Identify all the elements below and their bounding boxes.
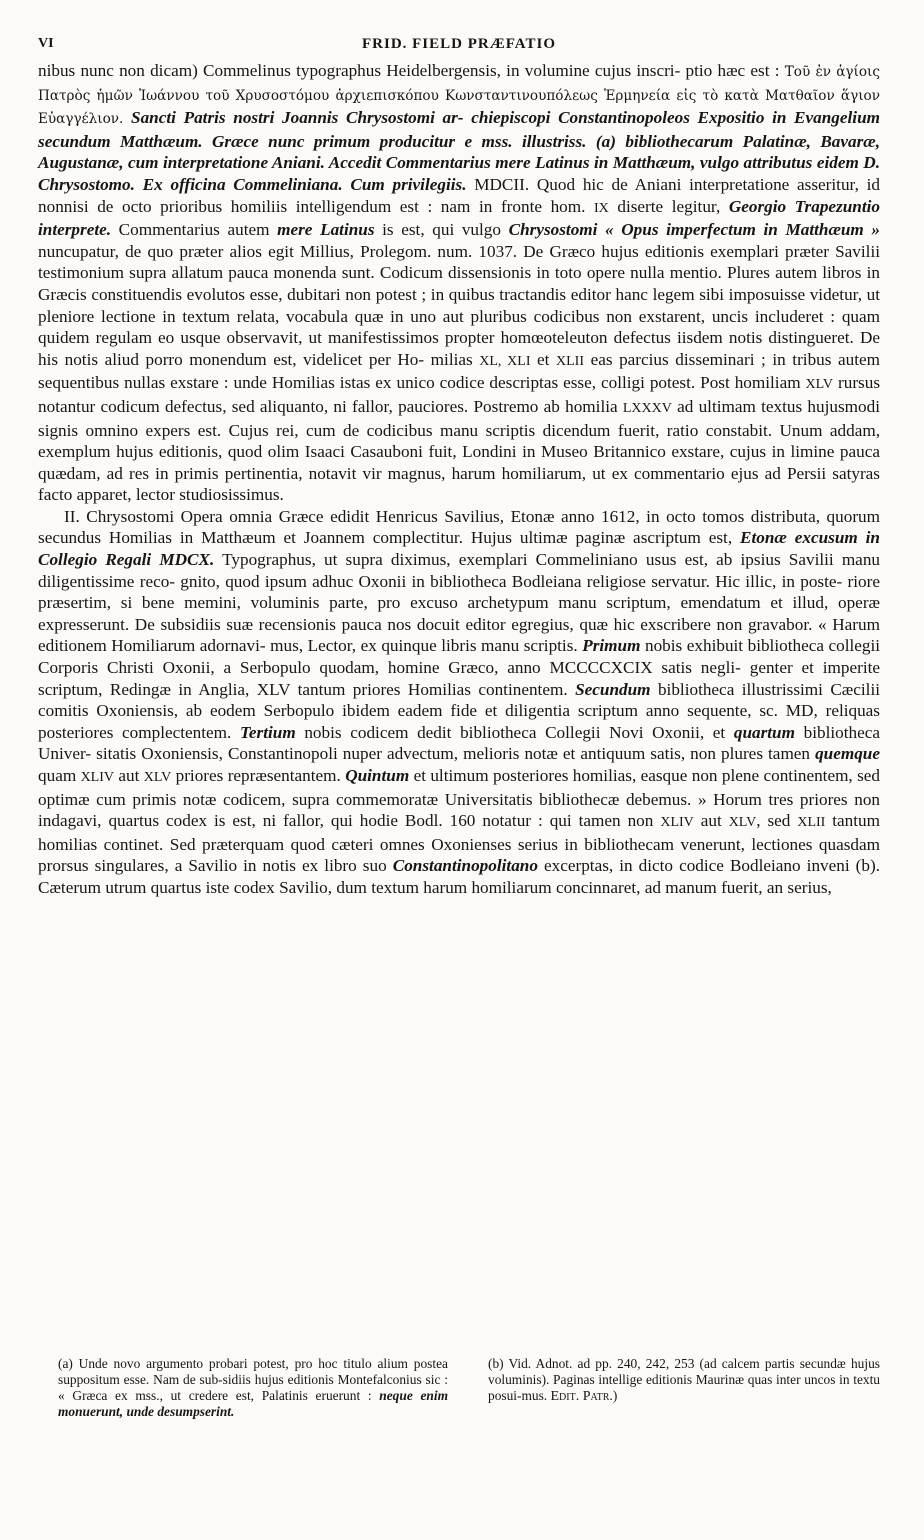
text-run: bibliotheca illustrissimi Cæcilii comitis Oxoniensis, ab eodem Serbopulo ibidem: [38, 679, 881, 721]
italic-phrase: Georgio Trapezuntio interprete.: [38, 196, 881, 240]
text-run: tantum homilias continet. Sed præterquam quod cæteri omnes Oxonienses serius in: [38, 811, 881, 854]
text-run: potest ; in quibus tractandis editor hanc legem sibi imposuisse videtur, ut pleniore lectione: [38, 284, 881, 326]
footnote-signature: Edit. Patr.: [550, 1389, 613, 1404]
latin-title: interpretatione Aniani. Accedit Commentarius mere Latinus in Matthæum, vulgo attributus: [163, 153, 813, 173]
italic-phrase: Latinus: [320, 220, 375, 240]
text-run: posteriores homilias, easque non plene continentem, sed optimæ cum primis notæ codicem,: [38, 766, 881, 809]
text-run: genter et imperite scriptum, Redingæ in Anglia, XLV tantum priores Homilias continentem.: [38, 658, 881, 699]
footnote-b: [488, 1356, 880, 1420]
text-run: editor egregius, quæ hic exscribere non gravabor. « Harum editionem Homiliarum adornavi-: [38, 614, 880, 656]
numeral: XLII: [556, 353, 585, 369]
italic-phrase: quartum: [733, 722, 795, 742]
latin-title: eidem D. Chrysostomo. Ex officina Commeliniana. Cum privilegiis.: [38, 153, 881, 194]
text-run: ad res in primis pertinentia, notavit vir magnus, harum homiliarum, ut ex commentario ejus: [106, 463, 759, 483]
text-run: priores repræsentantem.: [171, 766, 346, 785]
footnotes: [58, 1356, 880, 1420]
text-run: Typographus, ut: [214, 550, 338, 570]
italic-phrase: Secundum: [575, 679, 651, 699]
text-run: unde Homilias istas ex unico codice descriptas esse, colligi potest. Post homiliam: [233, 373, 806, 393]
text-run: interpretatione asseritur, id nonnisi de octo prioribus homiliis intelligendum est : nam in: [38, 174, 880, 216]
text-run: MDCII. Quod hic de Aniani: [466, 174, 682, 194]
italic-phrase: Chrysostomi « Opus imperfectum in Matthæum »: [508, 220, 881, 240]
text-run: Isaaci Casauboni fuit, Londini in Museo Britannico exstare, cujus in limine pauca quædam,: [38, 442, 880, 483]
text-run: nuncupatur, de: [38, 241, 142, 261]
text-run: et: [530, 349, 557, 369]
numeral: XLV: [143, 770, 172, 785]
text-run: aut: [693, 811, 729, 831]
text-run: eas parcius disseminari ; in tribus autem sequentibus nullas exstare :: [38, 349, 881, 393]
footnote-text: ): [612, 1388, 618, 1403]
italic-phrase: Primum: [582, 636, 641, 656]
italic-phrase: Constantinopolitano: [392, 856, 538, 876]
text-run: rursus: [833, 373, 881, 393]
text-run: opere nulla mentio. Plures autem libros in Græcis constituendis evolutos esse, dubitari non: [38, 263, 880, 304]
latin-title: primum producitur e mss. illustriss. (a) bibliothecarum Palatinæ, Bavaræ, Augustanæ, cum: [38, 131, 880, 173]
numeral: LXXXV: [622, 400, 672, 416]
text-run: defectus iisdem notis distingueret. De his notis aliud porro monendum est, videlicet per Ho-: [38, 328, 880, 369]
text-run: tomos distributa, quorum secundus Homilias in Matthæum et Joannem complectitur. Hujus: [38, 506, 881, 548]
numeral: XLIV: [80, 770, 114, 785]
footnote-italic: neque enim monuerunt, unde desumpserint.: [58, 1388, 448, 1419]
text-run: ptio hæc est :: [685, 61, 785, 80]
text-run: is est, qui vulgo: [374, 220, 509, 240]
text-run: aut: [114, 766, 144, 785]
italic-phrase: quemque: [815, 744, 880, 764]
italic-phrase: Etonæ excusum in Collegio Regali MDCX.: [38, 528, 880, 570]
text-run: supra commemoratæ Universitatis bibliothecæ debemus. » Horum tres priores non indagavi,: [38, 789, 881, 831]
text-run: gnito, quod ipsum adhuc Oxonii in bibliotheca Bodleiana religiose servatur. Hic illic, in poste-: [180, 571, 843, 591]
text-run: in textum relata, vocabula quæ in uno aut pluribus codicibus non exstarent, uncis includeret :: [162, 306, 836, 326]
numeral: XLIV: [660, 815, 694, 831]
footnote-text: (b) Vid. Adnot. ad pp. 240, 242, 253 (ad calcem partis secundæ hujus voluminis). Paginas intellige editionis Maurinæ quas inter uncos in textu posui-mus.: [488, 1356, 880, 1403]
text-run: supra diximus, exemplari Commeliniano usus est, ab ipsius Savilii manu diligentissime reco-: [38, 550, 881, 591]
latin-title: Sancti Patris nostri Joannis Chrysostomi ar-: [123, 108, 464, 128]
numeral: IX: [594, 200, 609, 216]
page-number: VI: [38, 36, 54, 51]
numeral: XLII: [797, 815, 826, 831]
running-title: FRID. FIELD PRÆFATIO: [361, 36, 557, 52]
text-run: nobis exhibuit bibliotheca collegii: [640, 636, 881, 656]
text-run: , sed: [756, 811, 791, 831]
text-run: præter Savilii testimonium supra allatum pauca monenda sunt. Codicum dissensionis in toto: [38, 241, 880, 283]
paragraph-1: [38, 60, 880, 506]
text-run: quam quidem regulam eo usque observavit, ut manifestissimos propter homœoteleuton: [38, 306, 881, 348]
text-run: eadem fide et diligentia scriptum anno sequente, sc. MD, reliquas posteriores complectentem.: [38, 701, 880, 742]
text-run: bibliothecam venerunt, lectiones quasdam prorsus singulares, a Savilio in notis ex libro suo: [38, 834, 881, 876]
text-run: nibus nunc non dicam) Commelinus typographus Heidelbergensis, in volumine cujus inscri-: [38, 61, 681, 80]
text-run: sitatis Oxoniensis, Constantinopoli nuper advectum, melioris notæ et antiquum satis, non: [96, 744, 716, 764]
text-run: ad ultimam textus hujusmodi signis omnino expers est. Cujus rei, cum de codicibus manu: [38, 396, 880, 440]
numeral: XLV: [805, 377, 834, 393]
text-run: mus, Lector, ex quinque libris manu scriptis.: [270, 636, 583, 656]
text-run: scriptis dicendum fuerit, ratio constabit. Unum addam, exemplum hujus editionis, quod olim: [38, 420, 881, 462]
italic-phrase: Tertium: [239, 722, 296, 742]
running-head: [38, 32, 880, 56]
text-run: fronte hom.: [500, 196, 595, 216]
text-run: quo præter alios egit Millius, Prolegom. num. 1037. De Græco hujus editionis exemplari: [147, 241, 779, 261]
text-run: nobis codicem dedit bibliotheca Collegii Novi Oxonii, et: [295, 722, 734, 742]
footnote-a: [58, 1356, 448, 1420]
italic-phrase: mere: [277, 220, 313, 240]
text-run: II. Chrysostomi Opera omnia Græce edidit Henricus Savilius, Etonæ anno 1612, in octo: [64, 506, 696, 526]
italic-phrase: Quintum: [345, 766, 410, 785]
paragraph-2: [38, 506, 880, 899]
numeral: XL, XLI: [479, 353, 531, 369]
text-run: ultimæ paginæ ascriptum est,: [519, 528, 741, 548]
text-run: quam: [38, 766, 81, 785]
greek-title: Τοῦ ἐν ἁγίοις Πατρὸς ἡμῶν Ἰωάννου τοῦ Χρυσοστόμου ἀρχιεπισκόπου Κωνσταντινουπόλεως: [38, 64, 880, 104]
text-run: bibliotheca Univer-: [38, 722, 880, 764]
text-run: plures tamen: [721, 744, 816, 764]
main-text: [38, 60, 880, 899]
text-run: diserte legitur,: [608, 196, 729, 216]
text-run: et ultimum: [409, 766, 489, 785]
text-run: quartus codex is est, ni fallor, qui hodie Bodl. 160 notatur : qui tamen non: [108, 811, 661, 831]
footnote-text: (a) Unde novo argumento probari potest, pro hoc titulo alium postea suppositum esse. Nam de sub-sidiis hujus editionis Montefalconius sic : « Græca ex mss., ut credere est, Palatinis eruerunt :: [58, 1356, 448, 1403]
text-run: notantur codicum defectus, sed aliquanto, ni fallor, pauciores. Postremo ab homilia: [38, 396, 623, 416]
text-run: excerptas, in dicto codice Bodleiano inveni (b). Cæterum utrum quartus: [38, 856, 881, 897]
latin-title: chiepiscopi Constantinopoleos Expositio in Evangelium secundum Matthæum. Græce nunc: [38, 108, 881, 151]
text-run: Corporis Christi Oxonii, a Serbopulo quodam, homine Græco, anno MCCCCXCIX satis negli-: [38, 658, 741, 678]
text-run: Commentarius autem: [111, 220, 278, 240]
text-run: iste codex Savilio, dum textum harum homiliarum concinnaret, ad manum fuerit, an serius,: [205, 877, 832, 897]
text-run: riore præsertim, si bene memini, voluminis parte, pro excuso archetypum manu scriptum,: [38, 571, 880, 613]
greek-title: Ἑρμηνεία εἰς τὸ κατὰ Ματθαῖον ἅγιον Εὐαγγέλιον.: [38, 87, 880, 128]
text-run: emendatum et illud, operæ expresserunt. De subsidiis suæ recensionis pauca nos docuit: [38, 593, 881, 634]
text-run: ad Persii satyras facto apparet, lector studiosissimus.: [38, 463, 880, 505]
text-run: milias: [430, 349, 480, 369]
numeral: XLV: [728, 815, 757, 831]
